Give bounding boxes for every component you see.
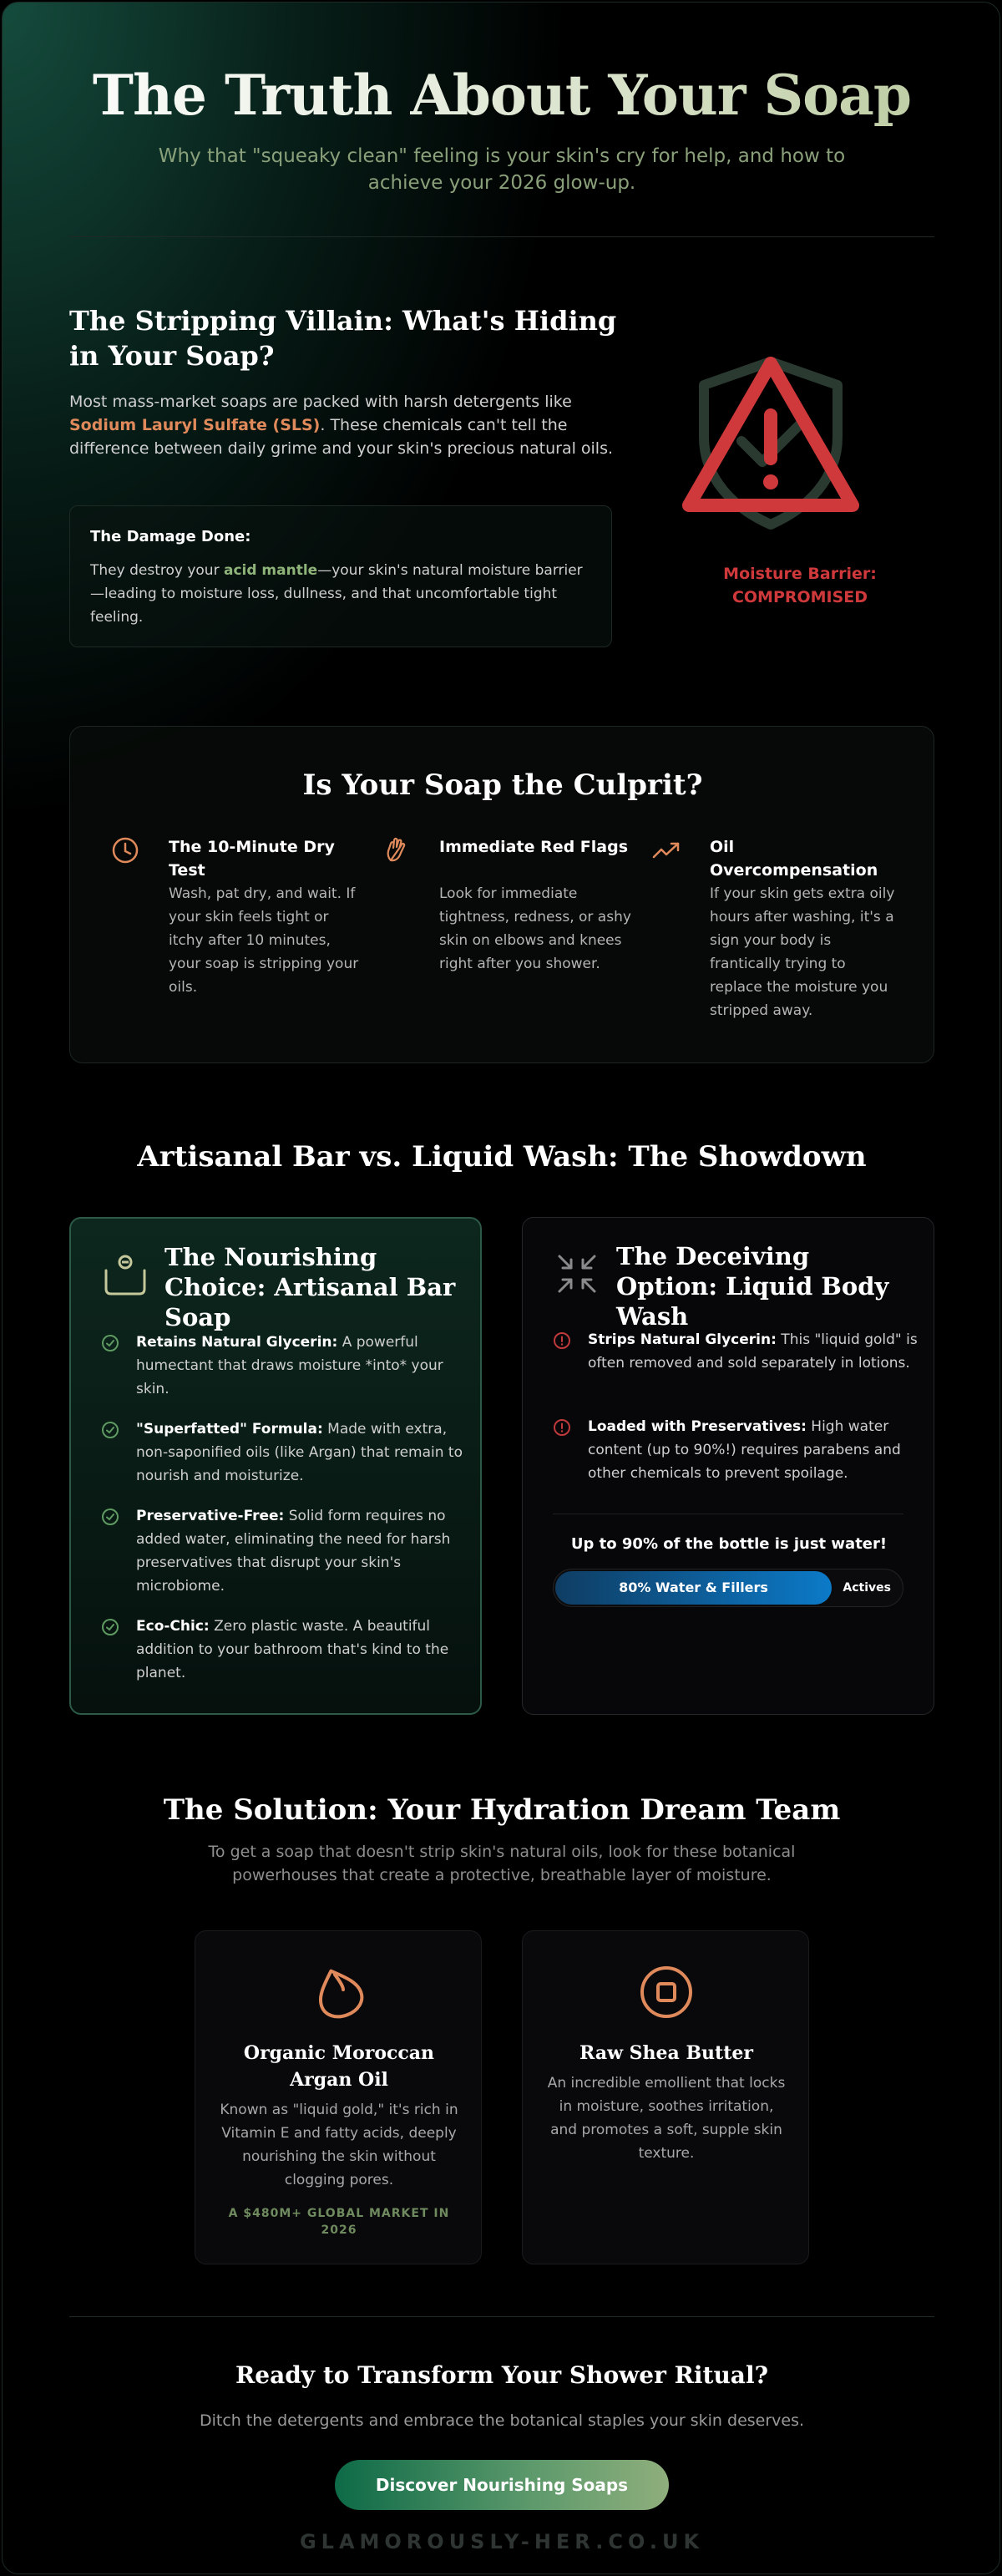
ingredient-text: Known as "liquid gold," it's rich in Vitamin E and fatty acids, deeply nourishing the skin without clogging pores. (220, 2102, 458, 2188)
ingredient-title: Raw Shea Butter (579, 2042, 753, 2064)
check-circle-icon (101, 1334, 119, 1352)
cta-title: Ready to Transform Your Shower Ritual? (235, 2361, 768, 2389)
damage-title: The Damage Done: (90, 528, 251, 545)
clock-icon (110, 835, 140, 865)
compress-arrows-icon (554, 1251, 600, 1296)
ingredient-card-argan (195, 1930, 482, 2264)
hero-title: The Truth About Your Soap (3, 63, 1000, 128)
check-circle-icon (101, 1508, 119, 1526)
sls-highlight: Sodium Lauryl Sulfate (SLS) (69, 416, 321, 434)
water-content-bar (553, 1569, 903, 1607)
culprit-panel: Is Your Soap the Culprit? The 10-Minute Dry Test Wash, pat dry, and wait. If your skin feels tight or itchy after 10 minutes, your soap is stripping your oils. Immediate Red Flags Look for immediate tightness, redness, or ashy skin on elbows and knees right after you shower. Oil Overcompensation If your skin gets extra oily hours after washing, it's a sign your body is frantically trying to replace the moisture you stripped away. (69, 726, 934, 1063)
butter-block-icon (637, 1963, 696, 2021)
alert-circle-icon (553, 1418, 571, 1437)
villain-body: Most mass-market soaps are packed with harsh detergents like Sodium Lauryl Sulfate (SLS). These chemicals can't tell the difference between daily grime and your skin's precious natural oils. (69, 393, 614, 458)
hand-icon (381, 835, 411, 865)
solution-title: The Solution: Your Hydration Dream Team (163, 1793, 841, 1827)
bar-soap-card: The Nourishing Choice: Artisanal Bar Soap Retains Natural Glycerin: A powerful humectant that draws moisture *into* your skin. "Superfatted" Formula: Made with extra, non-saponified oils (like Argan) that remain to nourish and moisturize. Preservative-Free: Solid form requires no added water, eliminating the need for harsh preservatives that disrupt your skin's microbiome. Eco-Chic: Zero plastic waste. A beautiful addition to your bathroom that's kind to the planet. (69, 1217, 482, 1715)
actives-label: Actives (843, 1581, 891, 1595)
damage-callout (69, 505, 612, 647)
ingredient-text: An incredible emollient that locks in moisture, soothes irritation, and promotes a soft, supple skin texture. (547, 2075, 786, 2162)
liquid-wash-card: The Deceiving Option: Liquid Body Wash Strips Natural Glycerin: This "liquid gold" is often removed and sold separately in lotions. Loaded with Preservatives: High water content (up to 90%!) requires parabens and other chemicals to prevent spoilage. Up to 90% of the bottle is just water! 80% Water & Fillers Actives (522, 1217, 934, 1715)
alert-circle-icon (553, 1331, 571, 1350)
infographic-page (2, 2, 1000, 2574)
solution-subtitle: To get a soap that doesn't strip skin's natural oils, look for these botanical powerhouses that create a protective, breathable layer of moisture. (208, 1843, 796, 1884)
water-title: Up to 90% of the bottle is just water! (570, 1535, 888, 1553)
soap-bar-icon (103, 1252, 148, 1297)
showdown-title: Artisanal Bar vs. Liquid Wash: The Showdown (137, 1140, 867, 1174)
liquid-card-title: The Deceiving Option: Liquid Body Wash (616, 1242, 889, 1331)
bar-card-title: The Nourishing Choice: Artisanal Bar Soap (164, 1243, 456, 1331)
brand-footer: GLAMOROUSLY-HER.CO.UK (299, 2530, 705, 2553)
divider (69, 236, 934, 237)
villain-title: The Stripping Villain: What's Hiding in Your Soap? (69, 305, 617, 372)
hero-subtitle: Why that "squeaky clean" feeling is your skin's cry for help, and how to achieve your 2026 glow-up. (158, 145, 846, 194)
barrier-status: Moisture Barrier: COMPROMISED (723, 565, 877, 606)
cta-subtitle: Ditch the detergents and embrace the botanical staples your skin deserves. (199, 2411, 805, 2430)
check-circle-icon (101, 1618, 119, 1636)
water-fill: 80% Water & Fillers (555, 1571, 832, 1605)
ingredient-title: Organic Moroccan Argan Oil (243, 2042, 435, 2091)
discover-soaps-button[interactable]: Discover Nourishing Soaps (335, 2460, 669, 2510)
oil-drop-icon (310, 1963, 368, 2021)
damage-text: They destroy your acid mantle—your skin's natural moisture barrier—leading to moisture loss, dullness, and that uncomfortable tight feeling. (90, 562, 583, 626)
market-stat: A $480M+ GLOBAL MARKET IN 2026 (228, 2207, 450, 2237)
divider (69, 2316, 934, 2317)
trend-icon (651, 835, 681, 865)
barrier-graphic (671, 345, 871, 537)
culprit-title: Is Your Soap the Culprit? (302, 768, 703, 802)
check-circle-icon (101, 1421, 119, 1439)
ingredient-card-shea (522, 1930, 809, 2264)
acid-mantle-highlight: acid mantle (223, 562, 318, 579)
